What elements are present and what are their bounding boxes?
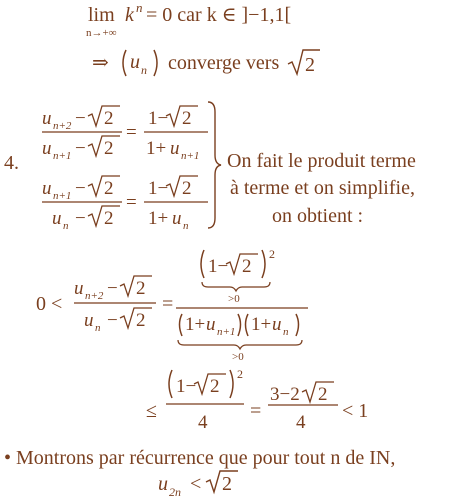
final-inequality	[156, 468, 246, 500]
bullet-line	[4, 447, 395, 469]
svg-text:n: n	[283, 326, 289, 338]
right-brace	[206, 100, 222, 230]
svg-text:u: u	[74, 278, 84, 299]
svg-text:2: 2	[136, 278, 146, 299]
note-text-3: on obtient :	[272, 205, 364, 227]
limit-k: k	[125, 4, 134, 26]
svg-text:2: 2	[104, 178, 114, 199]
sqrt-two: 2	[305, 54, 315, 76]
svg-text:−: −	[107, 278, 118, 299]
converge-u-sub: n	[141, 63, 147, 77]
svg-text:u: u	[170, 138, 180, 159]
item-number	[4, 152, 19, 174]
converge-text	[168, 52, 279, 74]
svg-text:u: u	[42, 178, 52, 199]
limit-tail	[146, 4, 291, 26]
svg-text:−: −	[75, 208, 86, 229]
svg-text:2: 2	[104, 208, 114, 229]
svg-text:u: u	[172, 208, 182, 229]
svg-text:1−: 1−	[148, 178, 169, 199]
converge-u: u	[130, 51, 140, 73]
converge-sqrt2	[286, 46, 322, 78]
svg-text:1+: 1+	[146, 138, 167, 159]
svg-text:1−: 1−	[176, 376, 197, 397]
svg-text:2: 2	[104, 108, 114, 129]
svg-text:1−: 1−	[208, 256, 229, 277]
numerator-positive: >0	[228, 293, 240, 305]
svg-text:2: 2	[182, 108, 192, 129]
svg-text:−: −	[107, 310, 118, 331]
svg-text:−: −	[75, 138, 86, 159]
limit-n: n	[136, 0, 143, 15]
svg-text:u: u	[272, 314, 282, 335]
denominator-four-2: 4	[296, 412, 306, 433]
svg-text:u: u	[42, 108, 52, 129]
final-u: u	[158, 473, 168, 495]
final-less: <	[190, 473, 202, 495]
svg-text:n+1: n+1	[217, 326, 236, 338]
note-line-1	[227, 150, 416, 172]
svg-text:u: u	[52, 208, 62, 229]
ratio-fraction	[72, 270, 160, 334]
equation-block-1	[40, 100, 210, 162]
denominator-four-1: 4	[198, 412, 208, 433]
svg-text:u: u	[84, 310, 94, 331]
bound-leq	[146, 400, 157, 422]
bound-fraction-2	[266, 380, 340, 436]
svg-text:2: 2	[182, 178, 192, 199]
bound-lt-one	[342, 400, 368, 422]
svg-text:−: −	[75, 108, 86, 129]
svg-text:1+: 1+	[148, 208, 169, 229]
bullet-symbol: •	[4, 447, 12, 469]
denominator-positive: >0	[232, 351, 244, 362]
ineq-equals: =	[162, 293, 174, 315]
svg-text:−: −	[75, 178, 86, 199]
converge-line	[92, 52, 109, 74]
svg-text:n: n	[95, 322, 101, 334]
limit-sub-text: n→+∞	[86, 27, 117, 39]
limit-subscript	[86, 27, 117, 39]
note-line-2	[230, 177, 415, 199]
less-than-one: < 1	[342, 400, 369, 422]
limit-line	[88, 4, 115, 26]
svg-text:1+: 1+	[185, 314, 206, 335]
converge-words: converge vers	[168, 52, 280, 74]
svg-text:2: 2	[237, 367, 243, 381]
svg-text:n+2: n+2	[85, 290, 104, 302]
svg-text:u: u	[206, 314, 216, 335]
svg-text:n+1: n+1	[53, 150, 72, 162]
svg-text:=: =	[126, 192, 137, 213]
svg-text:2: 2	[136, 310, 146, 331]
big-fraction	[174, 246, 314, 362]
bound-equals: =	[250, 400, 262, 422]
bullet-text: Montrons par récurrence que pour tout n de IN,	[16, 447, 396, 469]
svg-text:2: 2	[269, 247, 275, 261]
svg-text:2: 2	[318, 384, 328, 405]
svg-text:n: n	[63, 220, 69, 232]
svg-text:=: =	[126, 122, 137, 143]
final-sqrt-two: 2	[222, 473, 232, 495]
svg-text:3−2: 3−2	[270, 384, 300, 405]
svg-text:n+1: n+1	[53, 190, 72, 202]
svg-text:n+1: n+1	[181, 150, 200, 162]
zero-less: 0 <	[36, 293, 63, 315]
note-text-2: à terme et on simplifie,	[230, 177, 415, 199]
svg-text:2: 2	[210, 376, 220, 397]
svg-text:u: u	[42, 138, 52, 159]
limit-sup	[136, 0, 143, 16]
lim-word: lim	[88, 4, 115, 26]
limit-rest	[125, 4, 134, 26]
final-sub: 2n	[169, 485, 181, 499]
converge-un	[120, 46, 166, 80]
note-line-3	[272, 205, 363, 227]
implies-arrow: ⇒	[92, 52, 109, 74]
note-text-1: On fait le produit terme	[227, 150, 416, 172]
svg-text:1−: 1−	[148, 108, 169, 129]
svg-text:n+2: n+2	[53, 120, 72, 132]
svg-text:1+: 1+	[251, 314, 272, 335]
svg-text:2: 2	[104, 138, 114, 159]
ineq-zero	[36, 293, 62, 315]
svg-text:n: n	[183, 220, 189, 232]
leq-symbol: ≤	[146, 400, 157, 422]
bound-fraction-1	[164, 364, 248, 434]
equation-block-2	[40, 170, 210, 232]
svg-text:2: 2	[242, 256, 252, 277]
item-4-label: 4.	[4, 152, 19, 174]
limit-tail-text: = 0 car k ∈ ]−1,1[	[146, 4, 292, 26]
